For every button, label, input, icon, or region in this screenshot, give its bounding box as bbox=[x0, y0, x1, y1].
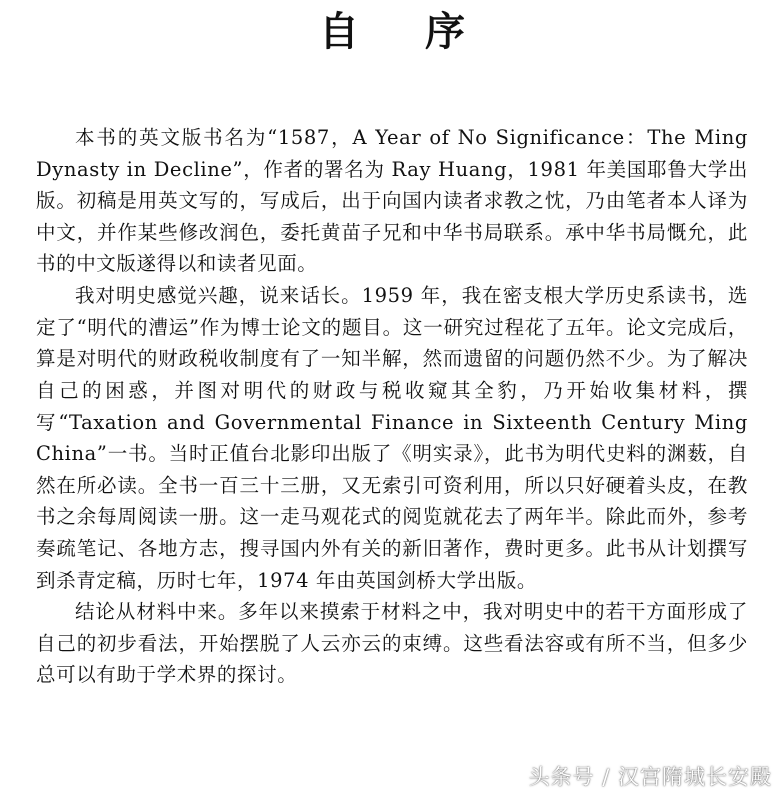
paragraph: 结论从材料中来。多年以来摸索于材料之中，我对明史中的若干方面形成了自己的初步看法，开始摆脱了人云亦云的束缚。这些看法容或有所不当，但多少总可以有助于学术界的探讨。 bbox=[36, 600, 748, 687]
page-title: 自 序 bbox=[319, 8, 491, 55]
paragraph: 本书的英文版书名为“1587，A Year of No Significance：The Ming Dynasty in Decline”，作者的署名为 Ray Huang，1981 年美国耶鲁大学出版。初稿是用英文写的，写成后，出于向国内读者求教之忱，乃由笔者本人译为中文，并作某些修改润色，委托黄苗子兄和中华书局联系。承中华书局慨允，此书的中文版遂得以和读者见面。 bbox=[36, 126, 748, 276]
body-text bbox=[36, 122, 748, 691]
paragraph: 我对明史感觉兴趣，说来话长。1959 年，我在密支根大学历史系读书，选定了“明代的漕运”作为博士论文的题目。这一研究过程花了五年。论文完成后，算是对明代的财政税收制度有了一知半解，然而遗留的问题仍然不少。为了解决自己的困惑，并图对明代的财政与税收窥其全豹，乃开始收集材料，撰写“Taxation and Governmental Finance in Sixteenth Century Ming China”一书。当时正值台北影印出版了《明实录》，此书为明代史料的渊薮，自然在所必读。全书一百三十三册，又无索引可资利用，所以只好硬着头皮，在教书之余每周阅读一册。这一走马观花式的阅览就花去了两年半。除此而外，参考奏疏笔记、各地方志，搜寻国内外有关的新旧著作，费时更多。此书从计划撰写到杀青定稿，历时七年，1974 年由英国剑桥大学出版。 bbox=[36, 284, 748, 592]
watermark: 头条号 / 汉宫隋城长安殿 bbox=[528, 765, 772, 789]
